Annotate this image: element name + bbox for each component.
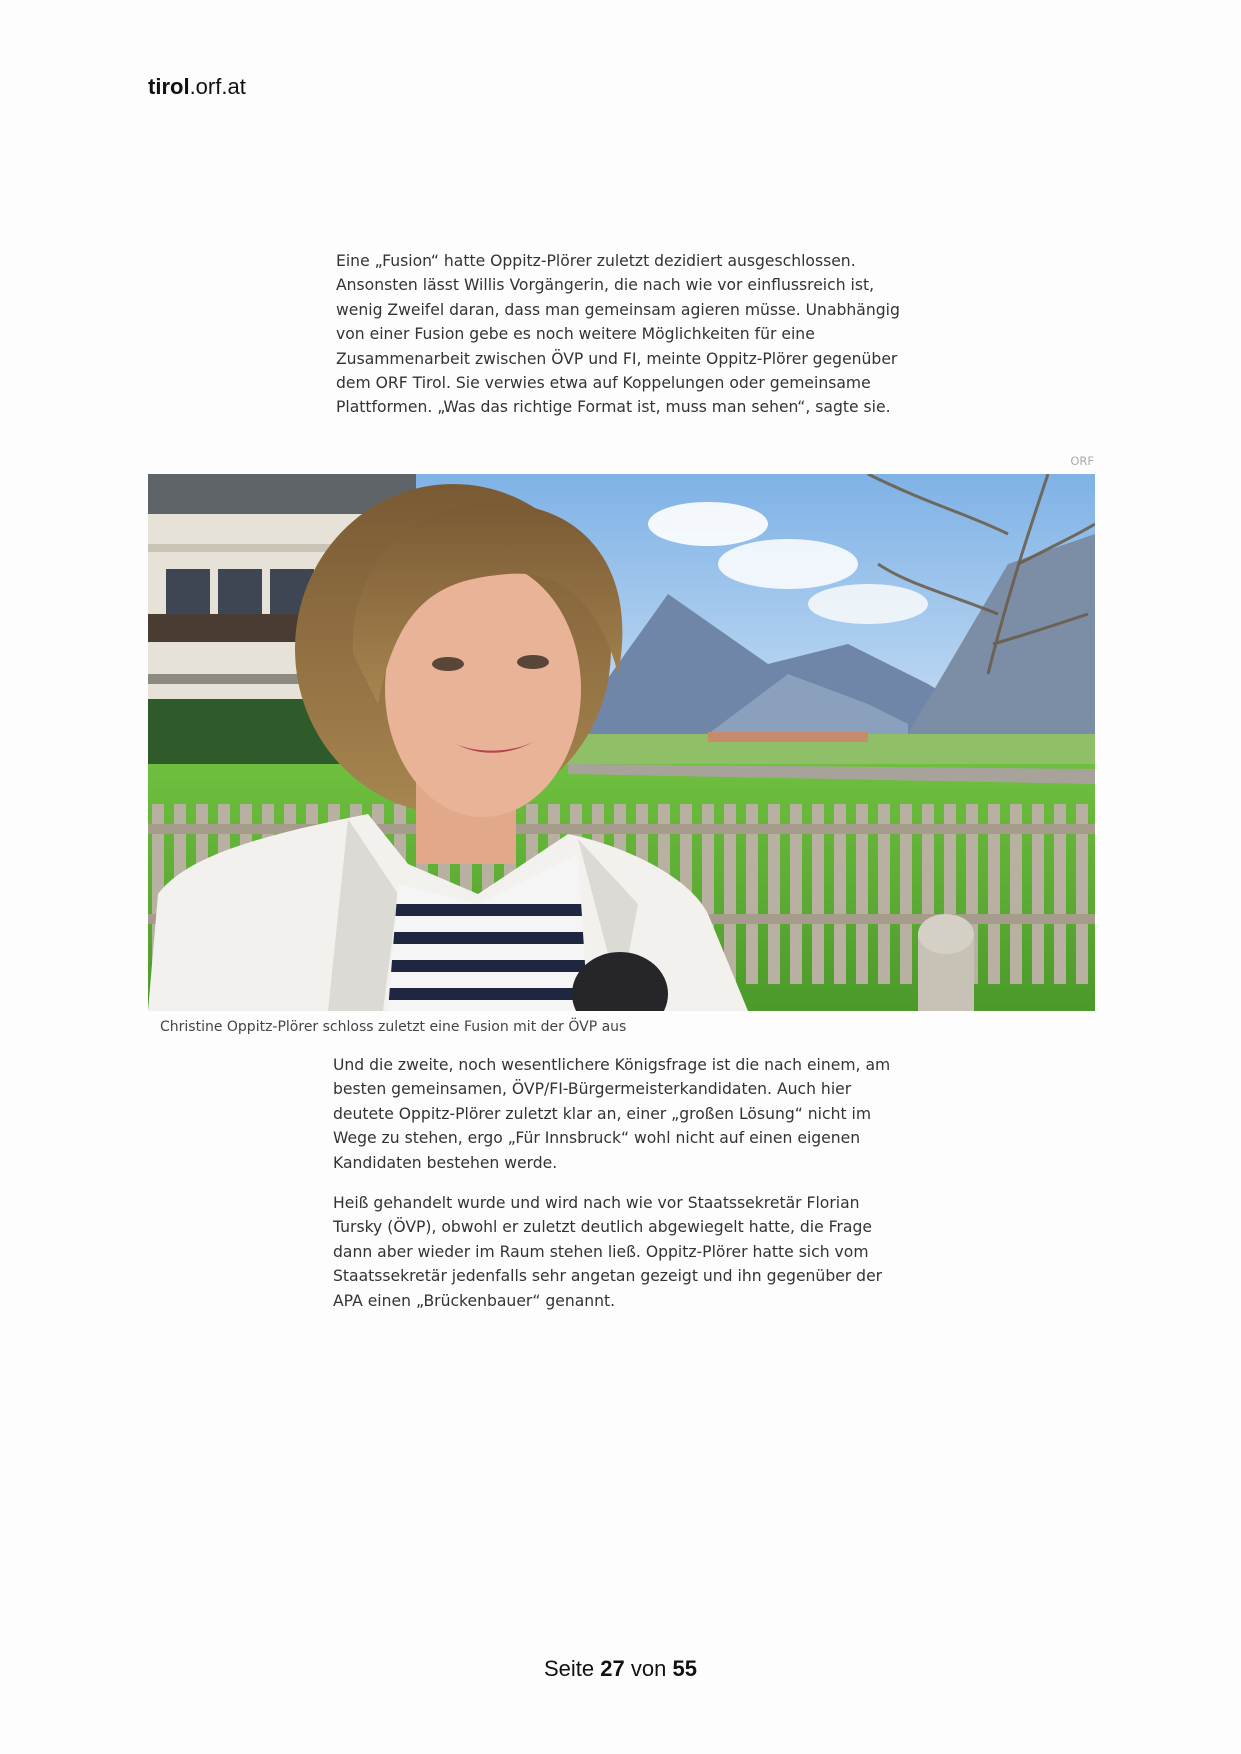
paragraph-text: Und die zweite, noch wesentlichere Königsfrage ist die nach einem, am besten gemeinsamen, ÖVP/FI-Bürgermeisterkandidaten. Auch hier deutete Oppitz-Plörer zuletzt klar an, einer „großen Lösung“ nicht im Wege zu stehen, ergo „Für Innsbruck“ wohl nicht auf einen eigenen Kandidaten bestehen werde.	[333, 1056, 891, 1172]
image-caption: Christine Oppitz-Plörer schloss zuletzt eine Fusion mit der ÖVP aus	[160, 1019, 627, 1035]
site-logo-bold: tirol	[148, 74, 190, 99]
page-current: 27	[600, 1656, 625, 1681]
site-logo[interactable]	[148, 74, 246, 100]
page-separator: von	[630, 1656, 667, 1681]
article-photo	[148, 474, 1095, 1011]
paragraph-text: Heiß gehandelt wurde und wird nach wie vor Staatssekretär Florian Tursky (ÖVP), obwohl er zuletzt deutlich abgewiegelt hatte, die Frage dann aber wieder im Raum stehen ließ. Oppitz-Plörer hatte sich vom Staatssekretär jedenfalls sehr angetan gezeigt und ihn gegenüber der APA einen „Brückenbauer“ genannt.	[333, 1194, 883, 1310]
page-number	[0, 1656, 1241, 1682]
page-total: 55	[672, 1656, 697, 1681]
site-logo-rest: .orf.at	[189, 74, 246, 99]
article-paragraph-2	[333, 1053, 913, 1175]
image-credit: ORF	[1070, 454, 1094, 468]
article-paragraph-3	[333, 1191, 913, 1313]
paragraph-text: Eine „Fusion“ hatte Oppitz-Plörer zuletzt dezidiert ausgeschlossen. Ansonsten lässt Willis Vorgängerin, die nach wie vor einflussreich ist, wenig Zweifel daran, dass man gemeinsam agieren müsse. Unabhängig von einer Fusion gebe es noch weitere Möglichkeiten für eine Zusammenarbeit zwischen ÖVP und FI, meinte Oppitz-Plörer gegenüber dem ORF Tirol. Sie verwies etwa auf Koppelungen oder gemeinsame Plattformen. „Was das richtige Format ist, muss man sehen“, sagte sie.	[336, 252, 900, 417]
article-paragraph-1	[336, 249, 916, 420]
page-label: Seite	[544, 1656, 595, 1681]
